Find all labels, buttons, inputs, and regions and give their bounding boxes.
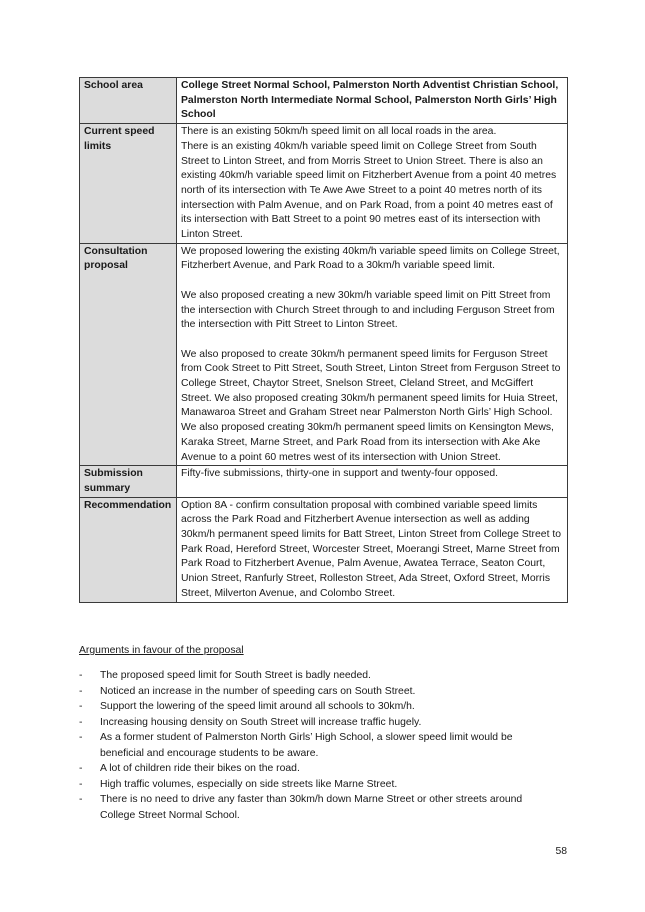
page-number: 58: [555, 846, 567, 857]
school-area-table: [79, 77, 568, 603]
school-area-value: College Street Normal School, Palmerston North Adventist Christian School, Palmerston North Intermediate Normal School, Palmerston North Girls’ High School: [177, 78, 568, 124]
list-dash: -: [79, 732, 83, 743]
table-row-school-area: [80, 78, 568, 124]
list-dash: -: [79, 763, 83, 774]
list-item-text: The proposed speed limit for South Street is badly needed.: [100, 670, 371, 681]
consultation-value: [177, 243, 568, 466]
list-dash: -: [79, 716, 83, 728]
list-item: [79, 792, 559, 823]
list-item: [79, 730, 559, 761]
submission-label: Submission summary: [80, 466, 177, 497]
current-limits-paragraph: There is an existing 40km/h variable speed limit on College Street from South Street to Linton Street, and from Morris Street to Union Street. There is also an existing 40km/h variable speed limit on Fitzherbert Avenue from a point 40 metres north of its intersection with Te Awe Awe Street to a point 40 metres north of its intersection with Palm Avenue, and on Park Road, from a point 40 metres east of its intersection with Batt Street to a point 90 metres east of its intersection with Linton Street.: [181, 140, 557, 241]
arguments-heading: Arguments in favour of the proposal: [79, 645, 244, 656]
list-item-text: Increasing housing density on South Street will increase traffic hugely.: [100, 716, 422, 728]
list-dash: -: [79, 685, 83, 697]
list-item-text: Support the lowering of the speed limit around all schools to 30km/h.: [100, 701, 415, 712]
arguments-list: [79, 668, 559, 823]
list-item: [79, 761, 559, 777]
table-row-recommendation: [80, 497, 568, 602]
school-area-label: School area: [80, 78, 177, 124]
list-item-text: Noticed an increase in the number of speeding cars on South Street.: [100, 685, 416, 697]
recommendation-value: Option 8A - confirm consultation proposal with combined variable speed limits across the Park Road and Fitzherbert Avenue intersection as well as adding 30km/h permanent speed limits for Batt Street, Linton Street from College Street to Park Road, Hereford Street, Worcester Street, Moerangi Street, Marne Street from Park Road to Fitzherbert Avenue, Palm Avenue, Awatea Terrace, Seaton Court, Union Street, Ranfurly Street, Rolleston Street, Ada Street, Oxford Street, Morris Street, Milverton Avenue, and Colombo Street.: [177, 497, 568, 602]
table-row-consultation: [80, 243, 568, 466]
list-item: [79, 699, 559, 715]
table-row-current-limits: [80, 124, 568, 244]
current-limits-paragraph: There is an existing 50km/h speed limit on all local roads in the area.: [181, 126, 497, 138]
list-item: [79, 715, 559, 731]
current-limits-value: [177, 124, 568, 244]
list-item-text: A lot of children ride their bikes on the road.: [100, 763, 300, 774]
table-row-submission: [80, 466, 568, 497]
current-limits-label: Current speed limits: [80, 124, 177, 244]
consultation-paragraph: We also proposed creating a new 30km/h variable speed limit on Pitt Street from the intersection with Church Street through to and including Ferguson Street from the intersection with Pitt Street to Linton Street.: [181, 289, 555, 331]
consultation-paragraph: We proposed lowering the existing 40km/h variable speed limits on College Street, Fitzherbert Avenue, and Park Road to a 30km/h variable speed limit.: [181, 245, 560, 272]
list-item-text: As a former student of Palmerston North Girls’ High School, a slower speed limit would be beneficial and encourage students to be aware.: [100, 732, 513, 759]
recommendation-label: Recommendation: [80, 497, 177, 602]
consultation-paragraph: We also proposed to create 30km/h permanent speed limits for Ferguson Street from Cook Street to Pitt Street, South Street, Linton Street from Ferguson Street to College Street, Chaytor Street, Snelson Street, Cleland Street, and McGiffert Street. We also proposed creating 30km/h permanent speed limits for Huia Street, Manawaroa Street and Graham Street near Palmerston North Girls’ High School. We also proposed creating 30km/h permanent speed limits on Kensington Mews, Karaka Street, Marne Street, and Park Road from its intersection with Ake Ake Avenue to a point 60 metres west of its intersection with Union Street.: [181, 348, 561, 463]
list-dash: -: [79, 778, 83, 790]
list-item-text: There is no need to drive any faster than 30km/h down Marne Street or other streets around College Street Normal School.: [100, 794, 523, 821]
submission-value: Fifty-five submissions, thirty-one in support and twenty-four opposed.: [177, 466, 568, 497]
list-dash: -: [79, 794, 83, 805]
list-item: [79, 668, 559, 684]
consultation-label: Consultation proposal: [80, 243, 177, 466]
list-item: [79, 684, 559, 700]
list-item-text: High traffic volumes, especially on side streets like Marne Street.: [100, 778, 398, 790]
list-dash: -: [79, 670, 83, 681]
paragraph-gap: [181, 274, 563, 289]
list-item: [79, 777, 559, 793]
list-dash: -: [79, 701, 83, 712]
paragraph-gap: [181, 333, 563, 348]
